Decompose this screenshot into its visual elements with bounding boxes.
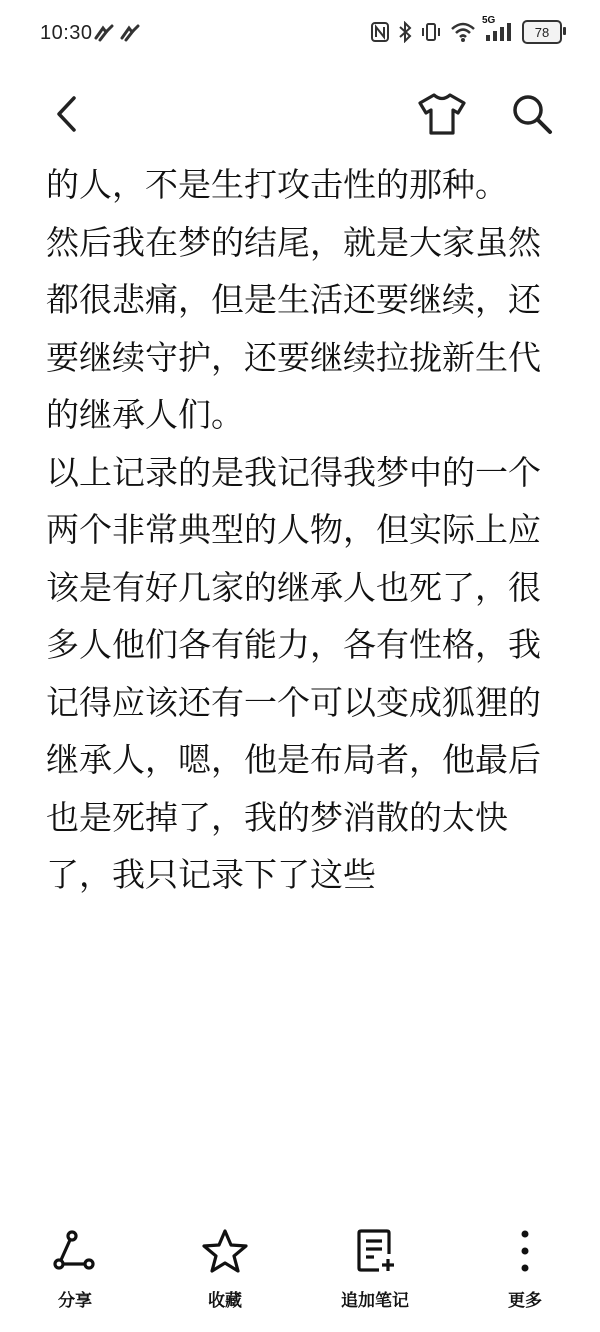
back-button[interactable] <box>48 94 88 134</box>
favorite-button[interactable] <box>165 1228 285 1311</box>
network-type-label: 5G <box>482 15 496 26</box>
theme-button[interactable] <box>418 92 466 136</box>
share-button[interactable] <box>15 1228 135 1311</box>
app-notification-icon <box>94 24 116 42</box>
more-label: 更多 <box>508 1291 542 1311</box>
paragraph-1: 然后我在梦的结尾，就是大家虽然都很悲痛，但是生活还要继续，还要继续守护，还要继续拉拢新生代的继承人们。 <box>46 222 541 434</box>
status-time: 10:30 <box>40 22 93 44</box>
nfc-icon <box>370 21 390 43</box>
star-icon <box>202 1228 248 1274</box>
back-arrow-icon <box>48 94 88 134</box>
search-icon <box>510 92 554 136</box>
add-note-icon <box>352 1228 398 1274</box>
notification-icons <box>94 24 142 42</box>
battery-indicator: 78 <box>522 20 562 44</box>
tshirt-icon <box>418 92 466 136</box>
add-note-label: 追加笔记 <box>341 1291 409 1311</box>
search-button[interactable] <box>510 92 554 136</box>
share-icon <box>52 1228 98 1274</box>
share-label: 分享 <box>58 1291 92 1311</box>
system-icons <box>370 15 562 44</box>
note-content[interactable] <box>46 156 556 1206</box>
vibrate-icon <box>420 21 442 43</box>
more-button[interactable] <box>465 1228 585 1311</box>
bluetooth-icon <box>398 21 412 43</box>
paragraph-2: 以上记录的是我记得我梦中的一个两个非常典型的人物，但实际上应该是有好几家的继承人也死了，很多人他们各有能力，各有性格，我记得应该还有一个可以变成狐狸的继承人，嗯，他是布局者，他最后也是死掉了，我的梦消散的太快了，我只记录下了这些 <box>46 452 541 894</box>
clipped-line: 的人，不是生打攻击性的那种。 <box>46 165 508 204</box>
favorite-label: 收藏 <box>208 1291 242 1311</box>
bottom-action-bar <box>0 1228 600 1332</box>
top-bar <box>0 80 600 150</box>
more-vertical-icon <box>502 1228 548 1274</box>
app-notification-icon-2 <box>120 24 142 42</box>
add-note-button[interactable] <box>315 1228 435 1311</box>
status-bar <box>0 0 600 72</box>
wifi-icon <box>450 21 476 43</box>
signal-indicator <box>482 15 514 43</box>
